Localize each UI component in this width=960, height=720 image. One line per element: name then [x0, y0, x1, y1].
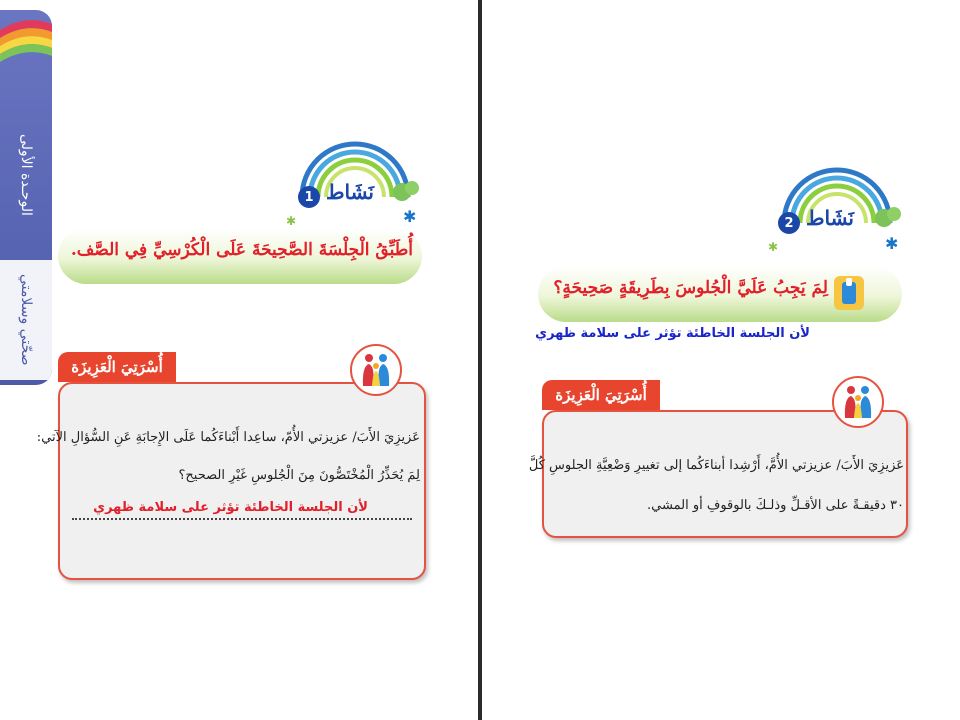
topic-label: صحّتي وسلامتي [0, 260, 52, 380]
rainbow-stripes-icon [0, 10, 52, 70]
activity1-number-badge: 1 [298, 186, 320, 208]
activity1-line-2: لِمَ يُحَذِّرُ الْمُخْتَصُّونَ مِنَ الْجُلوسِ غَيْرِ الصحيح؟ [178, 468, 420, 483]
activity1-answer: لأن الجلسة الخاطئة تؤثر على سلامة ظهري [93, 500, 368, 515]
activity2-answer: لأن الجلسة الخاطئة تؤثر على سلامة ظهري [535, 326, 810, 341]
answer-line [72, 518, 412, 520]
activity2-line-2: ٣٠ دقيقـةً على الأقـلِّ وذلـكَ بالوقوفِ أو المشي. [647, 498, 904, 513]
unit-label: الوحـدة الأولى [18, 134, 34, 216]
activity2-label: نَشَاط [806, 206, 854, 230]
hand-raise-icon [834, 276, 864, 310]
family-icon [350, 344, 402, 396]
activity1-instruction: أُطَبِّقُ الْجِلْسَةَ الصَّحِيحَةَ عَلَى الْكُرْسِيِّ فِي الصَّف. [70, 240, 413, 260]
activity2-number-badge: 2 [778, 212, 800, 234]
sparkle-icon: ✱ [885, 234, 899, 253]
family-box-1-title: أُسْرَتِيَ الْعَزِيزَة [58, 352, 176, 382]
unit-side-tab [0, 10, 52, 385]
family-box-2-title: أُسْرَتِيَ الْعَزِيزَة [542, 380, 660, 410]
activity2-question: لِمَ يَجِبُ عَلَيَّ الْجُلوسَ بِطَرِيقَةٍ صَحِيحَةٍ؟ [553, 278, 828, 298]
right-page [482, 0, 960, 720]
left-page [0, 0, 478, 720]
activity2-line-1: عَزيزِيَ الأَبَ/ عزيزتي الأُمَّ، أَرْشِدا أبناءَكُما إلى تغييرِ وَضْعِيَّةِ الجلوسِ كُلَّ [528, 458, 904, 473]
sparkle-small-icon: ✱ [286, 214, 297, 228]
sparkle-small-icon: ✱ [768, 240, 779, 254]
activity1-line-1: عَزيزِيَ الأَبَ/ عزيزتي الأُمّ، ساعِدا أَبْناءَكُما عَلَى الإِجابَةِ عَنِ السُّؤالِ الآتي: [36, 430, 420, 445]
activity1-label: نَشَاط [326, 180, 374, 204]
family-icon [832, 376, 884, 428]
sparkle-icon: ✱ [403, 207, 417, 226]
